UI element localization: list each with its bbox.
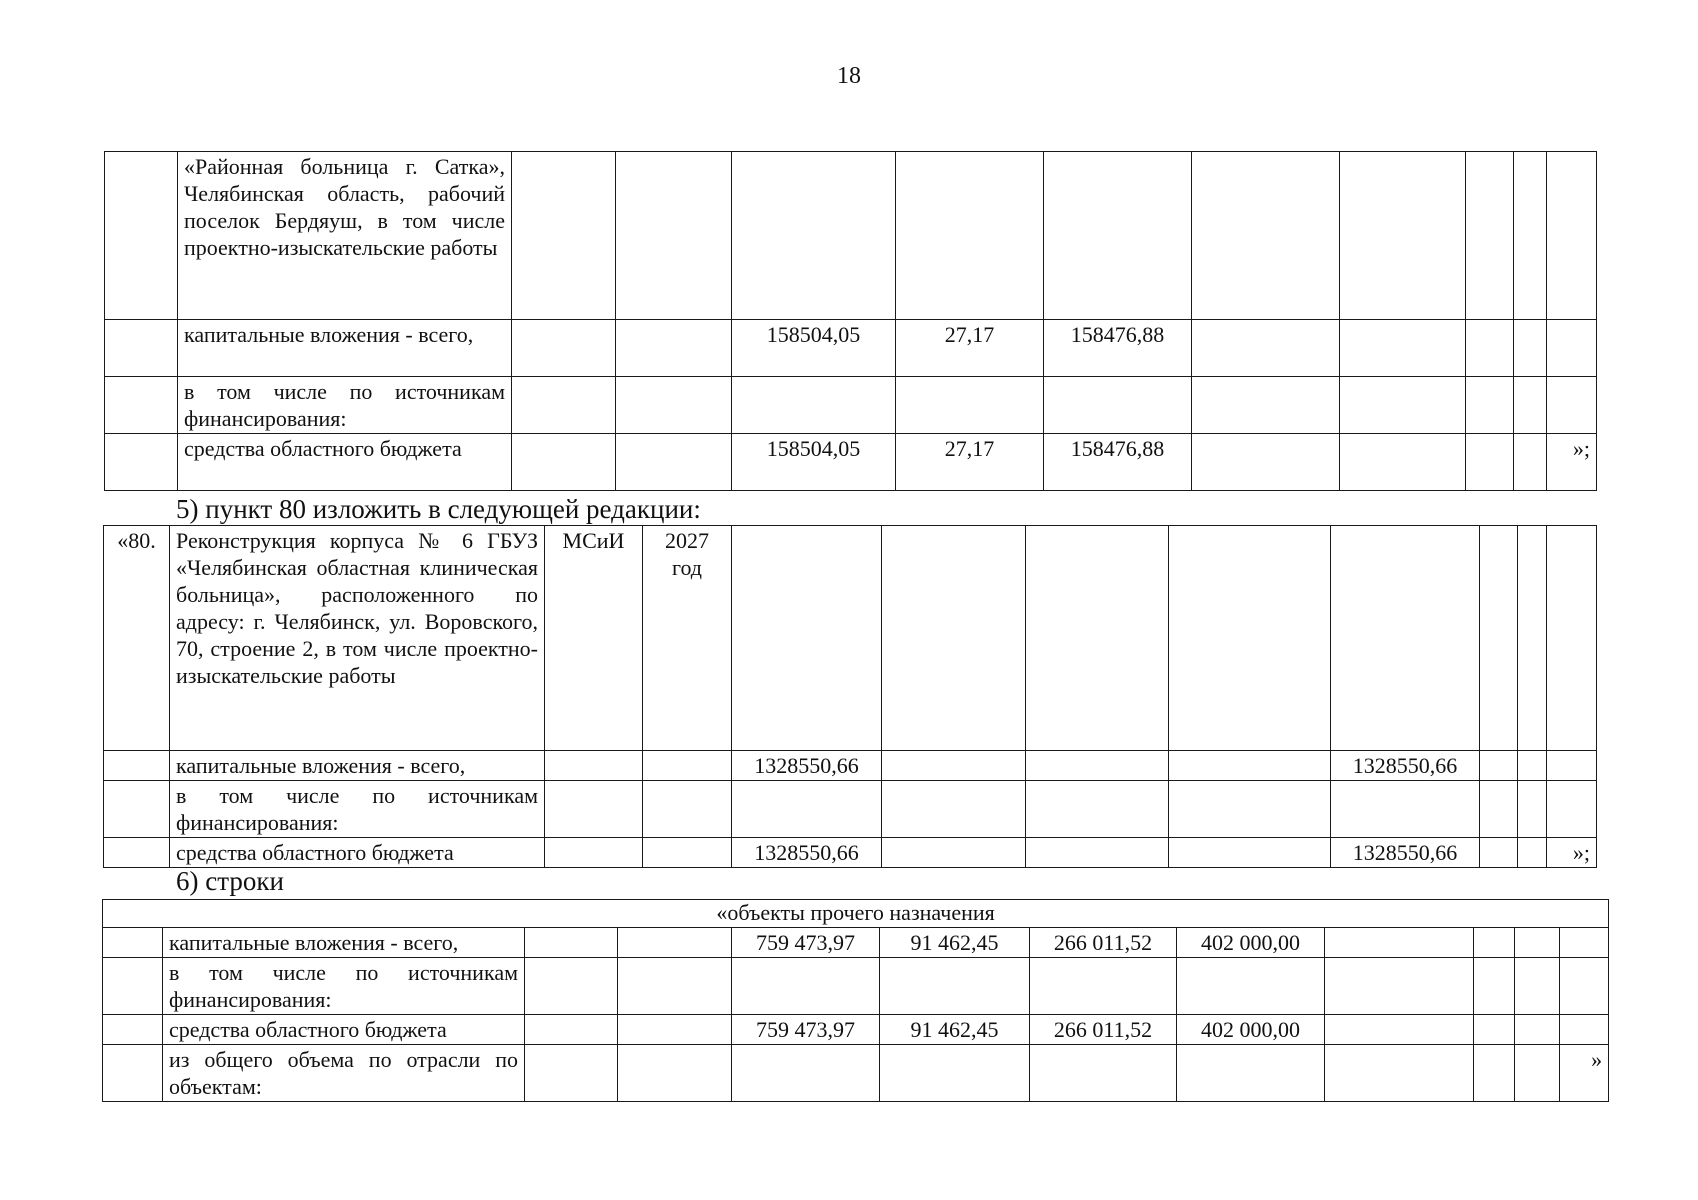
- closing-quote: »;: [1547, 838, 1597, 868]
- closing-quote: »: [1560, 1045, 1609, 1102]
- table-row: [103, 928, 1609, 958]
- value-cell: 27,17: [896, 320, 1044, 377]
- value-cell: 266 011,52: [1030, 1015, 1177, 1045]
- object-name-cell: «Районная больница г. Сатка», Челябинская область, рабочий поселок Бердяуш, в том числе проектно-изыскательские работы: [178, 152, 512, 320]
- value-cell: 402 000,00: [1177, 928, 1325, 958]
- table-row: [105, 377, 1597, 434]
- table-row: [103, 1045, 1609, 1102]
- row-label: средства областного бюджета: [178, 434, 512, 491]
- table-row: [105, 152, 1597, 320]
- row-label: из общего объема по отрасли по объектам:: [163, 1045, 525, 1102]
- table-row: [104, 838, 1597, 868]
- table-other-objects: [102, 899, 1609, 1102]
- table-row: [103, 1015, 1609, 1045]
- row-label: капитальные вложения - всего,: [163, 928, 525, 958]
- table-point-80: [103, 525, 1597, 868]
- table-row: [104, 751, 1597, 781]
- row-label: в том числе по источникам финансирования:: [178, 377, 512, 434]
- row-label: средства областного бюджета: [170, 838, 545, 868]
- value-cell: 158504,05: [732, 434, 896, 491]
- table-district-hospital: [104, 151, 1597, 491]
- value-cell: 759 473,97: [732, 928, 880, 958]
- value-cell: 266 011,52: [1030, 928, 1177, 958]
- value-cell: 1328550,66: [732, 751, 882, 781]
- row-label: капитальные вложения - всего,: [178, 320, 512, 377]
- section-header: «объекты прочего назначения: [103, 900, 1609, 928]
- value-cell: 91 462,45: [880, 1015, 1030, 1045]
- section-heading-6: 6) строки: [176, 866, 284, 896]
- customer-cell: МСиИ: [545, 526, 643, 751]
- value-cell: 158476,88: [1044, 434, 1192, 491]
- table-row: [105, 434, 1597, 491]
- object-name-cell: Реконструкция корпуса № 6 ГБУЗ «Челябинская областная клиническая больница», расположенного по адресу: г. Челябинск, ул. Воровского, 70, строение 2, в том числе проектно-изыскательские работы: [170, 526, 545, 751]
- value-cell: 91 462,45: [880, 928, 1030, 958]
- row-label: в том числе по источникам финансирования:: [163, 958, 525, 1015]
- table-row: [103, 958, 1609, 1015]
- row-label: средства областного бюджета: [163, 1015, 525, 1045]
- row-label: в том числе по источникам финансирования:: [170, 781, 545, 838]
- value-cell: 759 473,97: [732, 1015, 880, 1045]
- item-number: «80.: [104, 526, 170, 751]
- closing-quote: »;: [1547, 434, 1597, 491]
- value-cell: 1328550,66: [1331, 751, 1480, 781]
- value-cell: 158504,05: [732, 320, 896, 377]
- table-row: [104, 526, 1597, 751]
- value-cell: 27,17: [896, 434, 1044, 491]
- year-cell: 2027 год: [643, 526, 732, 751]
- row-label: капитальные вложения - всего,: [170, 751, 545, 781]
- section-heading-5: 5) пункт 80 изложить в следующей редакции:: [176, 494, 701, 524]
- table-row: [103, 900, 1609, 928]
- page-number: 18: [837, 63, 861, 89]
- table-row: [104, 781, 1597, 838]
- value-cell: 1328550,66: [1331, 838, 1480, 868]
- value-cell: 402 000,00: [1177, 1015, 1325, 1045]
- value-cell: 158476,88: [1044, 320, 1192, 377]
- value-cell: 1328550,66: [732, 838, 882, 868]
- table-row: [105, 320, 1597, 377]
